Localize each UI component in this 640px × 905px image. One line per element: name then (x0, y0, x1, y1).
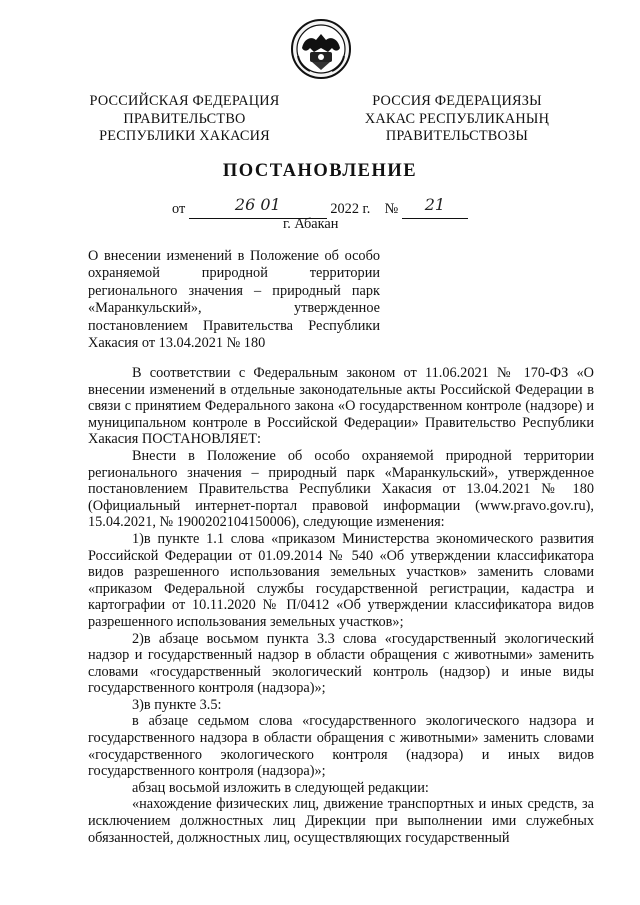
header-left-line: РОССИЙСКАЯ ФЕДЕРАЦИЯ (89, 93, 280, 109)
body-paragraph: в абзаце седьмом слова «государственного экологического надзора и государственного надзора в области обращения с животными» заменить словами «государственного экологического контроля (надзора) и иных видов государственного контроля (надзора)»; (88, 713, 594, 780)
coat-of-arms-emblem (290, 18, 352, 80)
list-item-text: в абзаце восьмом пункта 3.3 слова «государственный экологический надзор и государственный надзор в области обращения с животными» заменить словами «государственный экологический контроль (надзор) и иные виды государственного контроля (надзора)»; (88, 630, 594, 697)
body-paragraph: В соответствии с Федеральным законом от 11.06.2021 № 170-ФЗ «О внесении изменений в отдельные законодательные акты Российской Федерации в связи с принятием Федерального закона «О государственном контроле (надзоре) и муниципальном контроле в Российской Федерации» Правительство Республики Хакасия ПОСТАНОВЛЯЕТ: (88, 365, 594, 448)
list-item-text: в пункте 3.5: (143, 696, 222, 713)
document-title: ПОСТАНОВЛЕНИЕ (222, 161, 418, 181)
document-body (88, 365, 594, 846)
handwritten-date: 26 01 (234, 195, 281, 214)
list-item-number: 1) (132, 530, 144, 547)
body-paragraph: абзац восьмой изложить в следующей редакции: (132, 779, 429, 796)
handwritten-number: 21 (424, 195, 446, 214)
list-item (88, 697, 594, 714)
header-left-line: ПРАВИТЕЛЬСТВО (123, 110, 246, 127)
list-item-number: 3) (132, 696, 144, 713)
number-label: № (384, 201, 399, 217)
list-item (88, 531, 594, 631)
body-paragraph: «нахождение физических лиц, движение транспортных и иных средств, за исключением должностных лиц Дирекции при выполнении ими служебных обязанностей, должностных лиц, осуществляющих государственный (88, 796, 594, 846)
list-item (88, 631, 594, 697)
body-paragraph: Внести в Положение об особо охраняемой природной территории регионального значения – природный парк «Маранкульский», утвержденное постановлением Правительства Республики Хакасия от 13.04.2021 № 180 (Официальный интернет-портал правовой информации (www.pravo.gov.ru), 15.04.2021, № 1900202104150006), следующие изменения: (88, 447, 594, 531)
year-label: 2022 г. (330, 201, 371, 217)
header-right-line: ПРАВИТЕЛЬСТВОЗЫ (385, 128, 529, 144)
header-right-line: РОССИЯ ФЕДЕРАЦИЯЗЫ (372, 93, 542, 109)
number-field (402, 195, 468, 219)
header-right (357, 93, 557, 146)
city-label: г. Абакан (283, 216, 339, 232)
subject-heading: О внесении изменений в Положение об особо охраняемой природной территории регионального значения – природный парк «Маранкульский», утвержденное постановлением Правительства Республики Хакасия от 13.04.2021 № 180 (88, 248, 380, 352)
header-left-line: РЕСПУБЛИКИ ХАКАСИЯ (99, 128, 270, 144)
header-left (82, 93, 287, 146)
header-right-line: ХАКАС РЕСПУБЛИКАНЫҢ (364, 110, 550, 127)
list-item-text: в пункте 1.1 слова «приказом Министерства экономического развития Российской Федерации от 01.09.2014 № 540 «Об утверждении классификатора видов разрешенного использования земельных участков» заменить словами «приказом Федеральной службы государственной регистрации, кадастра и картографии от 10.11.2020 № П/0412 «Об утверждении классификатора видов разрешенного использования земельных участков»; (88, 530, 594, 630)
date-prefix: от (172, 201, 186, 217)
list-item-number: 2) (132, 630, 144, 647)
